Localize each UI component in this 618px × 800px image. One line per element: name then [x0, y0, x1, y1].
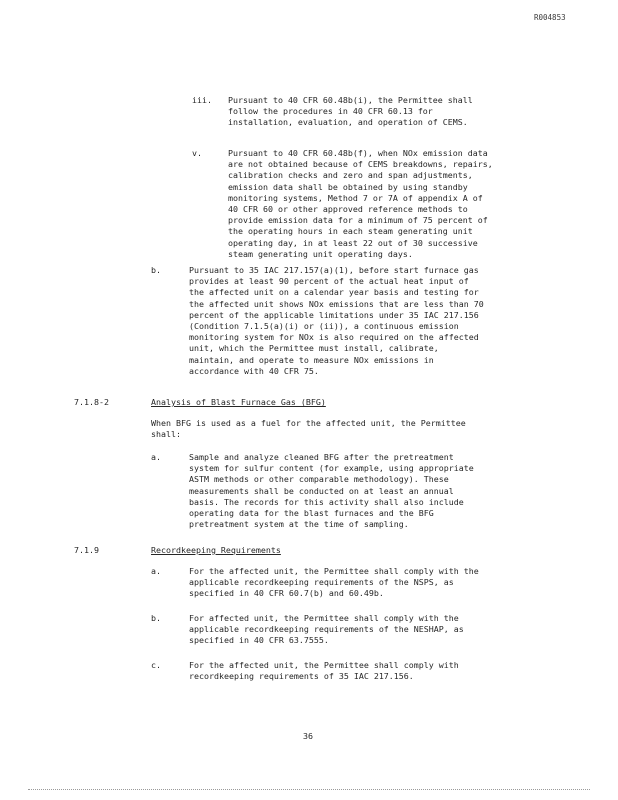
- item-marker: a.: [151, 566, 161, 576]
- item-text: For the affected unit, the Permittee shall comply with the applicable recordkeeping requirements of the NSPS, as specified in 40 CFR 60.7(b) and 60.49b.: [189, 566, 479, 599]
- section-number: 7.1.9: [74, 545, 99, 555]
- item-marker: b.: [151, 265, 161, 275]
- item-marker: iii.: [192, 95, 212, 105]
- item-text: For the affected unit, the Permittee shall comply with recordkeeping requirements of 35 IAC 217.156.: [189, 660, 459, 682]
- item-text: For affected unit, the Permittee shall comply with the applicable recordkeeping requirements of the NESHAP, as specified in 40 CFR 63.7555.: [189, 613, 464, 646]
- section-title: Recordkeeping Requirements: [151, 545, 281, 555]
- page-number: 36: [303, 731, 313, 741]
- item-marker: b.: [151, 613, 161, 623]
- footer-rule: [28, 789, 590, 790]
- item-marker: v.: [192, 148, 202, 158]
- section-number: 7.1.8-2: [74, 397, 109, 407]
- section-intro: When BFG is used as a fuel for the affected unit, the Permittee shall:: [151, 418, 466, 440]
- item-text: Pursuant to 35 IAC 217.157(a)(1), before start furnace gas provides at least 90 percent of the actual heat input of the affected unit on a calendar year basis and testing for the affected unit shows NOx emissions that are less than 70 percent of the applicable limitations under 35 IAC 217.156 (Condition 7.1.5(a)(i) or (ii)), a continuous emission monitoring system for NOx is also required on the affected unit, which the Permittee must install, calibrate, maintain, and operate to measure NOx emissions in accordance with 40 CFR 75.: [189, 265, 484, 376]
- section-title: Analysis of Blast Furnace Gas (BFG): [151, 397, 326, 407]
- item-marker: a.: [151, 452, 161, 462]
- document-id: R004853: [534, 13, 566, 22]
- item-text: Sample and analyze cleaned BFG after the pretreatment system for sulfur content (for example, using appropriate ASTM methods or other comparable methodology). These measurements shall be conducted on at least an annual basis. The records for this activity shall also include operating data for the blast furnaces and the BFG pretreatment system at the time of sampling.: [189, 452, 474, 530]
- item-text: Pursuant to 40 CFR 60.48b(i), the Permittee shall follow the procedures in 40 CFR 60.13 for installation, evaluation, and operation of CEMS.: [228, 95, 473, 128]
- item-marker: c.: [151, 660, 161, 670]
- item-text: Pursuant to 40 CFR 60.48b(f), when NOx emission data are not obtained because of CEMS breakdowns, repairs, calibration checks and zero and span adjustments, emission data shall be obtained by using standby monitoring systems, Method 7 or 7A of appendix A of 40 CFR 60 or other approved reference methods to provide emission data for a minimum of 75 percent of the operating hours in each steam generating unit operating day, in at least 22 out of 30 successive steam generating unit operating days.: [228, 148, 493, 259]
